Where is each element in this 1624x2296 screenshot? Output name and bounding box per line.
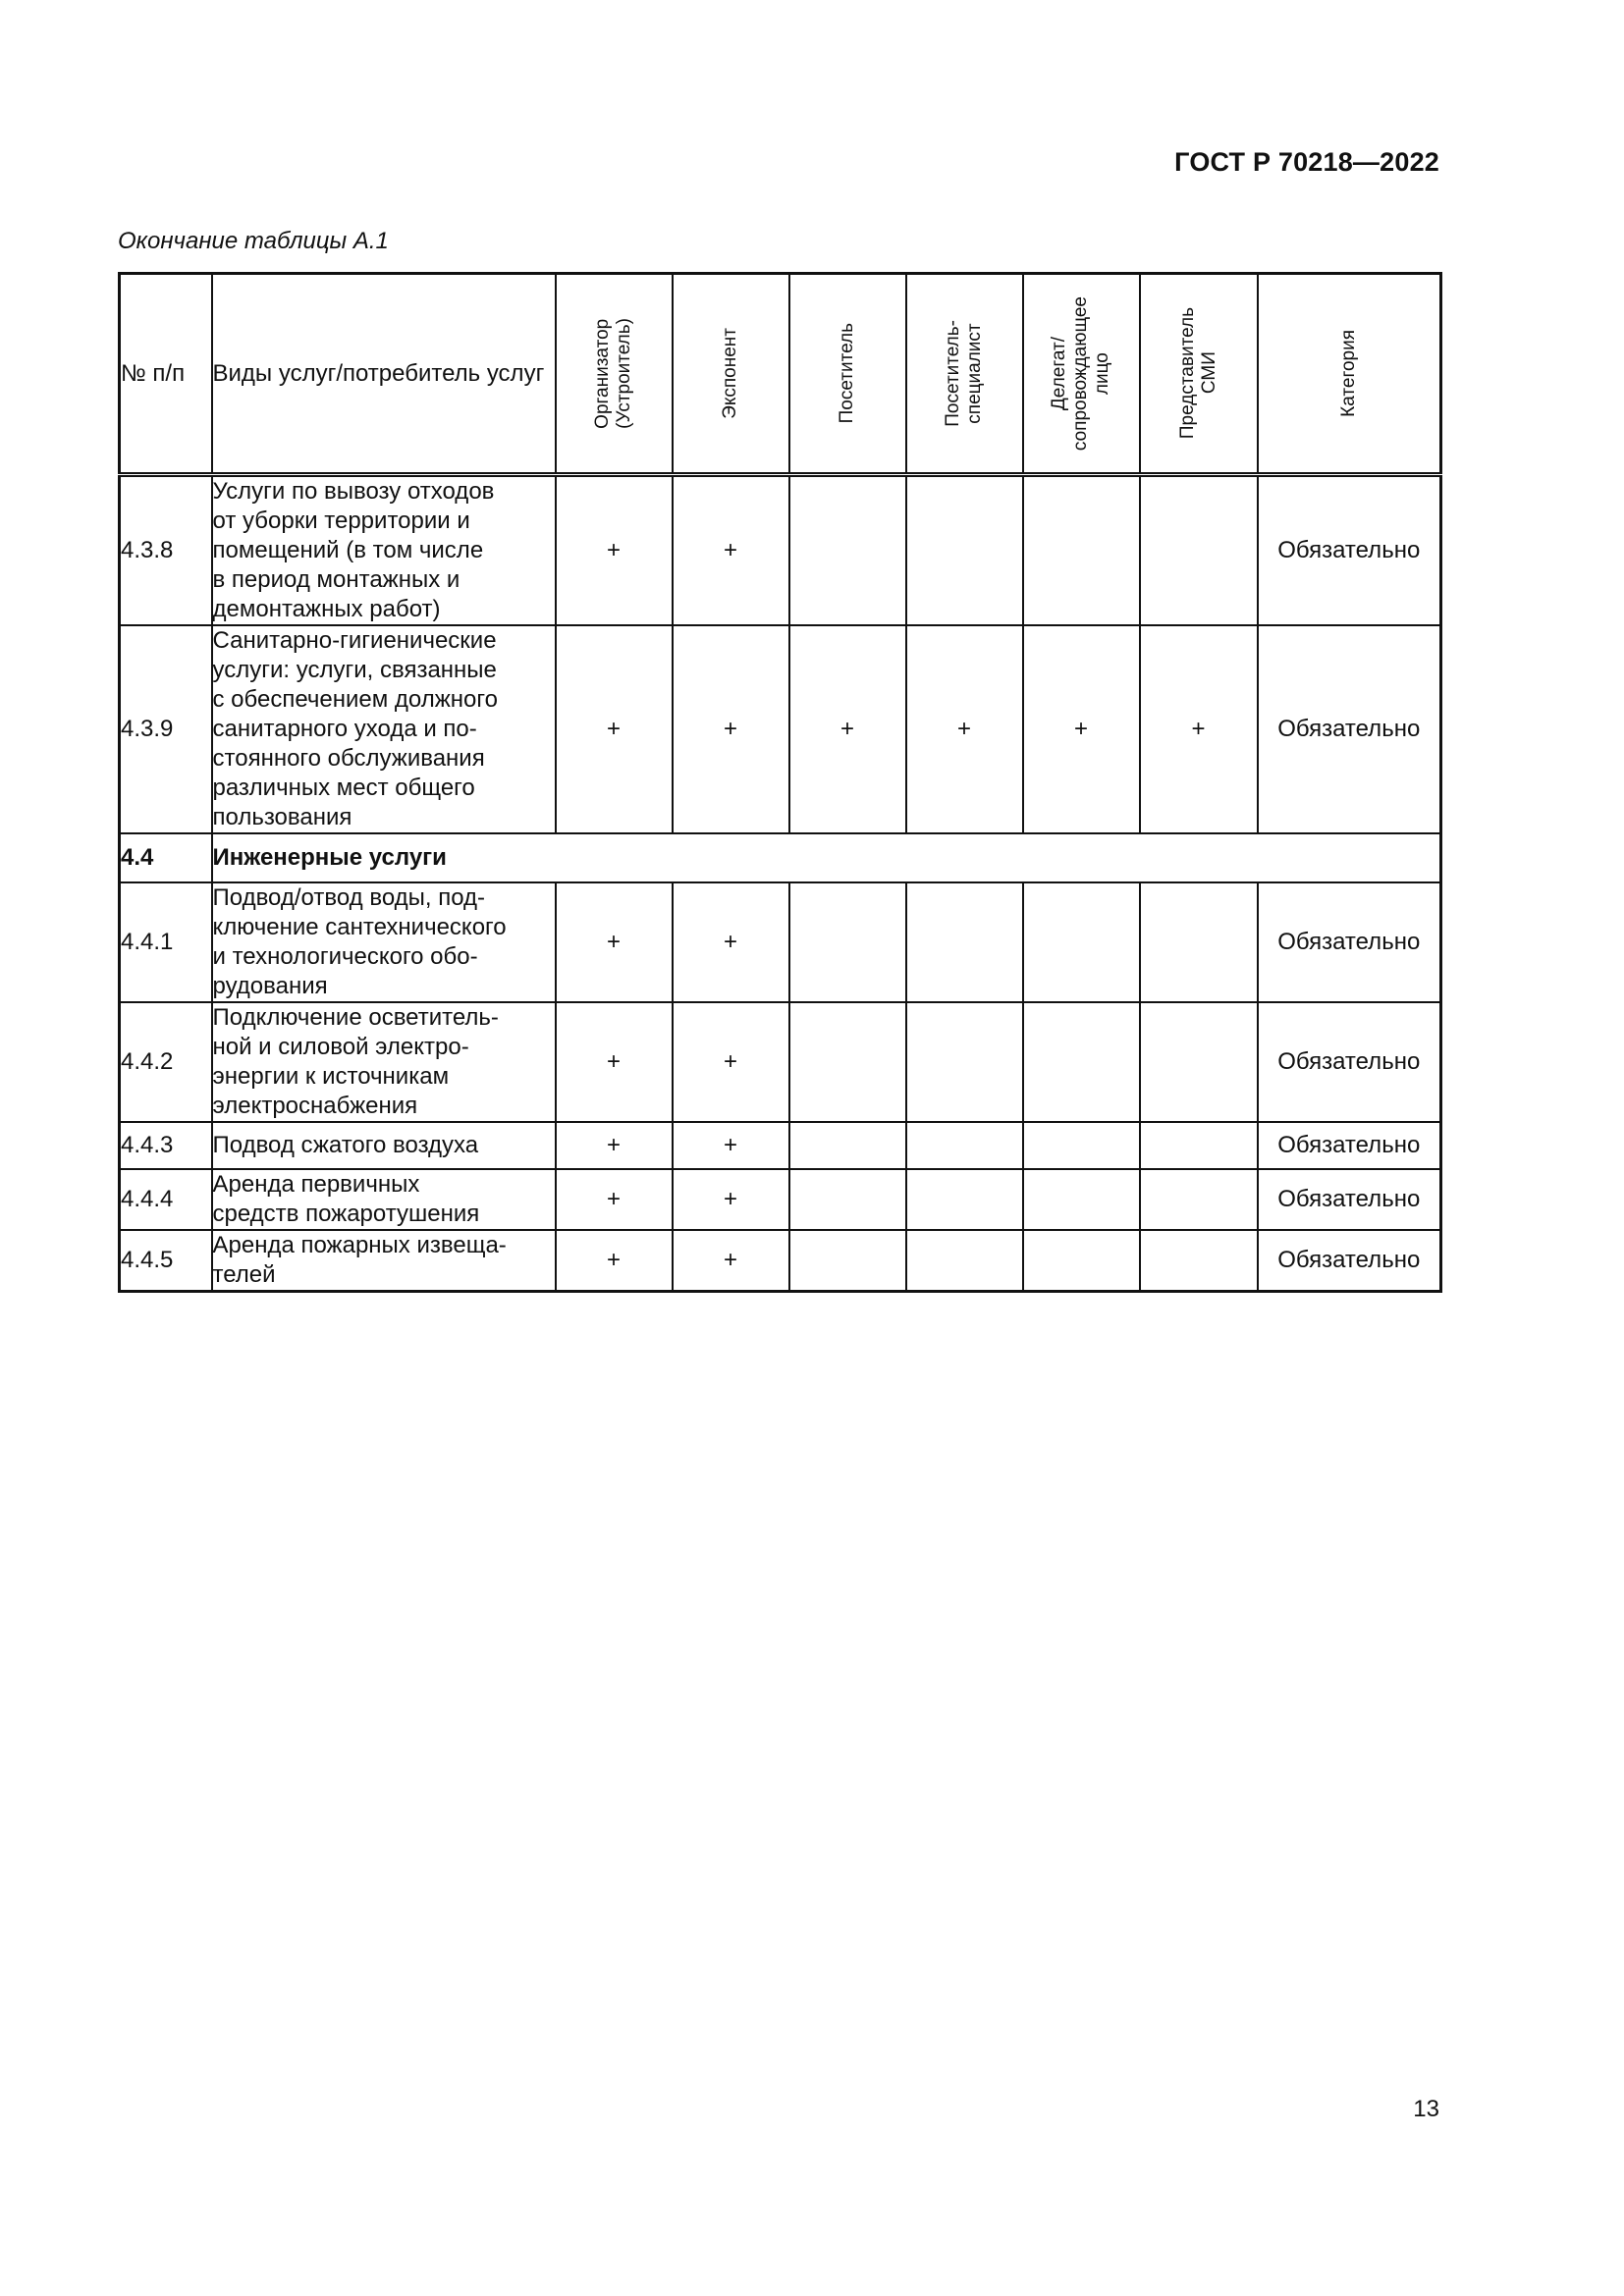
row-number: 4.4.4 [120,1169,212,1230]
column-header-delegate [1023,274,1140,475]
row-mark-delegate [1023,1122,1140,1169]
row-number: 4.4.5 [120,1230,212,1292]
row-service-kind: Подключение осветитель- ной и силовой электро- энергии к источникам электроснабжения [212,1002,556,1122]
row-category: Обязательно [1258,1002,1441,1122]
row-mark-exhibitor: + [673,1230,789,1292]
row-number: 4.3.8 [120,475,212,626]
row-number: 4.3.9 [120,625,212,833]
table-row [120,882,1441,1002]
table-row [120,625,1441,833]
row-mark-organizer: + [556,1230,673,1292]
column-header-media-label: Представитель СМИ [1176,307,1219,440]
row-mark-visitor-specialist [906,1122,1023,1169]
row-mark-visitor-specialist: + [906,625,1023,833]
row-mark-visitor [789,475,906,626]
row-mark-exhibitor: + [673,1122,789,1169]
row-mark-visitor-specialist [906,475,1023,626]
row-mark-organizer: + [556,1169,673,1230]
row-mark-delegate [1023,1230,1140,1292]
row-mark-visitor [789,1002,906,1122]
column-header-exhibitor-label: Экспонент [720,328,740,419]
row-service-kind: Санитарно-гигиенические услуги: услуги, связанные с обеспечением должного санитарного ухода и по- стоянного обслуживания различных мест общего пользования [212,625,556,833]
services-table [118,272,1442,1293]
row-mark-visitor-specialist [906,1169,1023,1230]
row-service-kind: Аренда пожарных извеща- телей [212,1230,556,1292]
row-mark-delegate [1023,475,1140,626]
section-title: Инженерные услуги [212,833,1441,882]
row-mark-exhibitor: + [673,882,789,1002]
row-mark-visitor [789,1230,906,1292]
row-mark-visitor-specialist [906,1230,1023,1292]
section-number: 4.4 [120,833,212,882]
column-header-exhibitor [673,274,789,475]
table-caption: Окончание таблицы А.1 [118,228,389,254]
document-code: ГОСТ Р 70218—2022 [1174,147,1439,177]
row-category: Обязательно [1258,625,1441,833]
page-number: 13 [1413,2096,1439,2122]
row-category: Обязательно [1258,1122,1441,1169]
row-mark-visitor [789,1169,906,1230]
table-header-row [120,274,1441,475]
column-header-visitor-specialist [906,274,1023,475]
table-row [120,1122,1441,1169]
row-mark-media [1140,1230,1258,1292]
row-mark-media [1140,1169,1258,1230]
row-mark-exhibitor: + [673,625,789,833]
row-mark-exhibitor: + [673,1169,789,1230]
column-header-delegate-label: Делегат/ сопровождающее лицо [1049,295,1112,452]
table-row [120,1002,1441,1122]
row-mark-visitor [789,882,906,1002]
column-header-organizer-label: Организатор (Устроитель) [592,318,634,429]
row-mark-exhibitor: + [673,1002,789,1122]
row-number: 4.4.1 [120,882,212,1002]
row-mark-media [1140,475,1258,626]
column-header-category [1258,274,1441,475]
row-category: Обязательно [1258,475,1441,626]
row-service-kind: Аренда первичных средств пожаротушения [212,1169,556,1230]
row-mark-visitor-specialist [906,1002,1023,1122]
row-mark-visitor [789,1122,906,1169]
table-row [120,1169,1441,1230]
column-header-service-kind: Виды услуг/потребитель услуг [212,274,556,475]
column-header-media [1140,274,1258,475]
row-mark-visitor-specialist [906,882,1023,1002]
row-service-kind: Подвод сжатого воздуха [212,1122,556,1169]
row-mark-delegate [1023,1002,1140,1122]
row-service-kind: Услуги по вывозу отходов от уборки территории и помещений (в том числе в период монтажных и демонтажных работ) [212,475,556,626]
row-mark-delegate: + [1023,625,1140,833]
row-mark-organizer: + [556,1122,673,1169]
row-mark-media [1140,882,1258,1002]
row-category: Обязательно [1258,882,1441,1002]
row-mark-visitor: + [789,625,906,833]
row-number: 4.4.2 [120,1002,212,1122]
row-number: 4.4.3 [120,1122,212,1169]
row-mark-organizer: + [556,1002,673,1122]
row-mark-delegate [1023,882,1140,1002]
row-mark-organizer: + [556,882,673,1002]
row-mark-organizer: + [556,475,673,626]
row-mark-media [1140,1122,1258,1169]
row-mark-media [1140,1002,1258,1122]
row-mark-exhibitor: + [673,475,789,626]
column-header-number: № п/п [120,274,212,475]
row-category: Обязательно [1258,1169,1441,1230]
row-mark-delegate [1023,1169,1140,1230]
row-category: Обязательно [1258,1230,1441,1292]
row-mark-organizer: + [556,625,673,833]
column-header-visitor [789,274,906,475]
table-row [120,1230,1441,1292]
column-header-category-label: Категория [1337,330,1359,417]
column-header-visitor-label: Посетитель [837,323,857,424]
table-row [120,475,1441,626]
row-service-kind: Подвод/отвод воды, под- ключение сантехнического и технологического обо- рудования [212,882,556,1002]
section-row [120,833,1441,882]
column-header-organizer [556,274,673,475]
column-header-visitor-specialist-label: Посетитель- специалист [943,320,985,427]
row-mark-media: + [1140,625,1258,833]
